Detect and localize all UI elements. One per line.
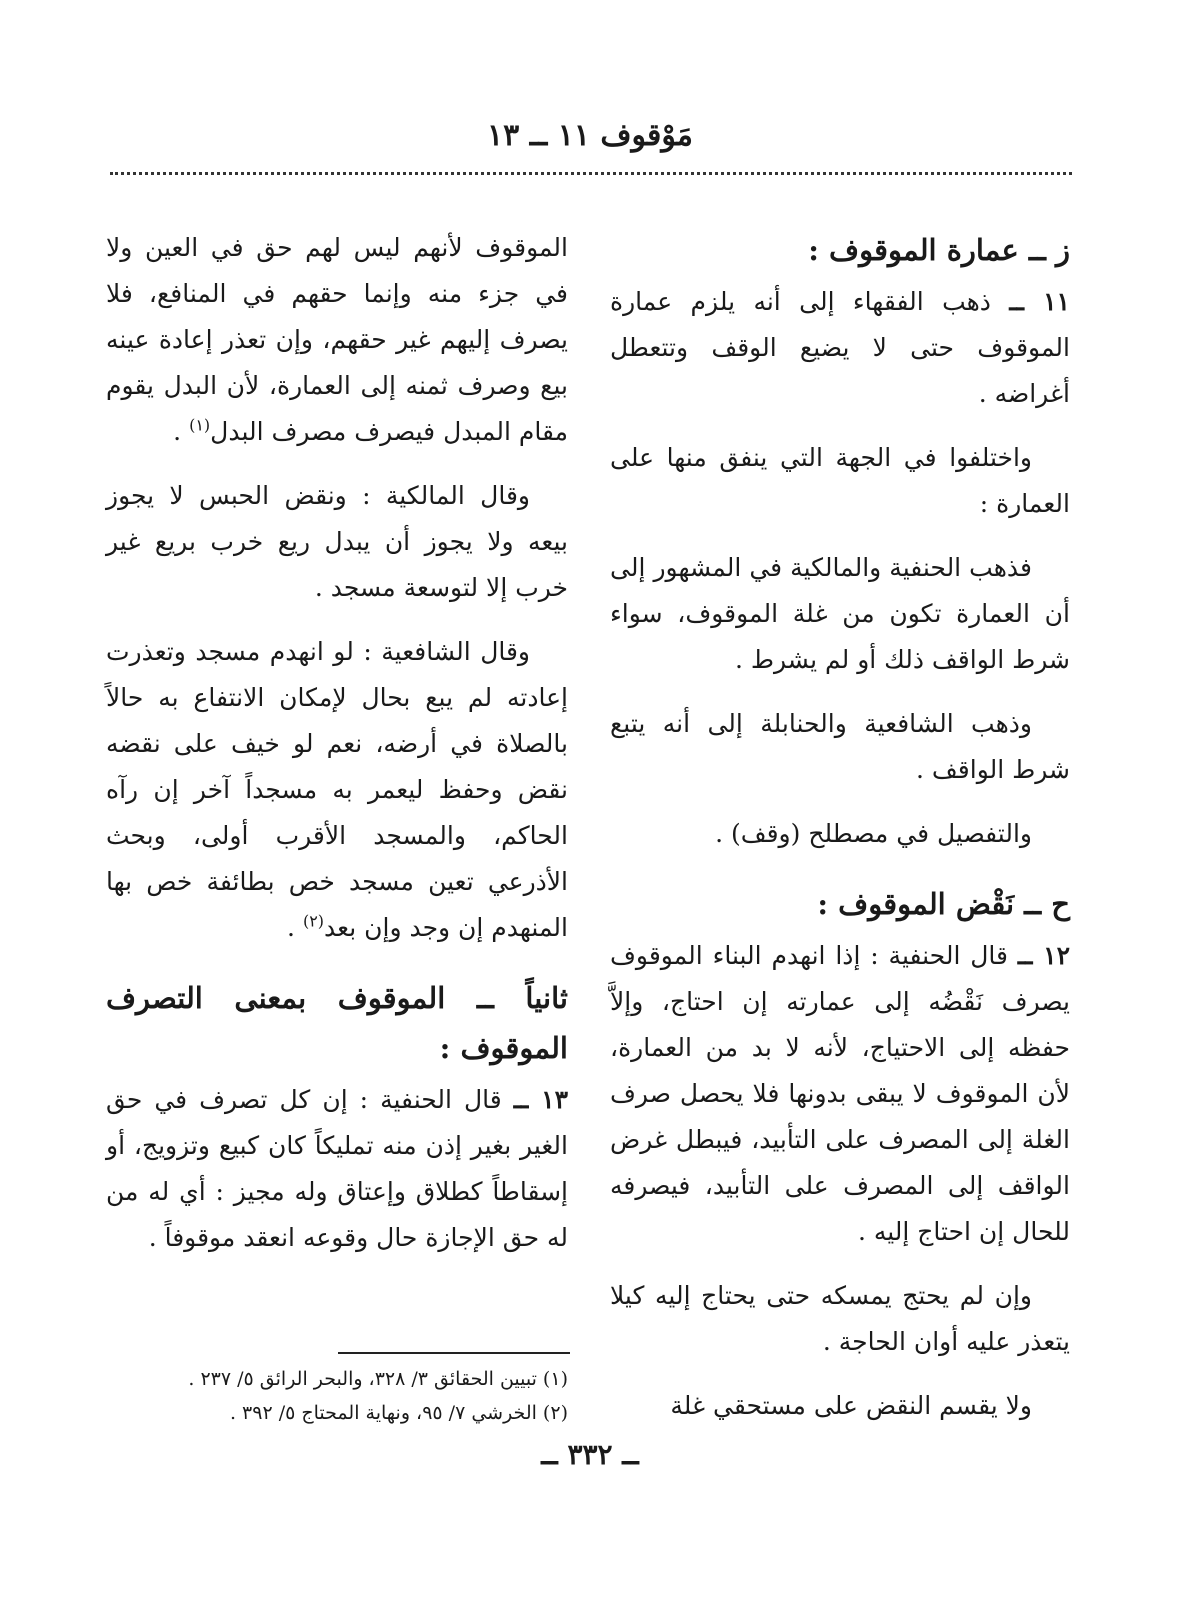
paragraph-malikiyya: وقال المالكية : ونقض الحبس لا يجوز بيعه ولا يجوز أن يبدل ريع خرب بريع غير خرب إلا لتوسعة مسجد . <box>106 481 568 602</box>
paragraph-13 <box>106 1077 568 1261</box>
footnote-ref-1: (١) <box>189 415 211 435</box>
footnotes <box>106 1362 568 1430</box>
paragraph-continued-text: الموقوف لأنهم ليس لهم حق في العين ولا في جزء منه وإنما حقهم في المنافع، فلا يصرف إليهم غير حقهم، وإن تعذر إعادة عينه بيع وصرف ثمنه إلى العمارة، لأن البدل يقوم مقام المبدل فيصرف مصرف البدل <box>106 233 568 446</box>
page-number: ــ ٣٣٢ ــ <box>541 1438 639 1471</box>
footnote-2: (٢) الخرشي ٧/ ٩٥، ونهاية المحتاج ٥/ ٣٩٢ . <box>229 1402 568 1424</box>
paragraph-shafiiyya-text: وقال الشافعية : لو انهدم مسجد وتعذرت إعادته لم يبع بحال لإمكان الانتفاع به حالاً بالصلاة في أرضه، نعم لو خيف على نقضه نقض وحفظ ليعمر به مسجداً آخر إن رآه الحاكم، والمسجد الأقرب أولى، وبحث الأذرعي تعين مسجد خص بطائفة خص بها المنهدم إن وجد وإن بعد <box>106 637 568 942</box>
paragraph-number-12: ١٢ ــ <box>1017 941 1070 970</box>
paragraph-11 <box>610 279 1070 417</box>
paragraph-11-text: ذهب الفقهاء إلى أنه يلزم عمارة الموقوف حتى لا يضيع الوقف وتتعطل أغراضه . <box>610 287 1070 408</box>
section-heading-h: ح ــ نَقْض الموقوف : <box>817 887 1070 921</box>
footnote-ref-2: (٢) <box>302 911 325 931</box>
paragraph-number-11: ١١ ــ <box>1009 287 1070 316</box>
paragraph-11c: فذهب الحنفية والمالكية في المشهور إلى أن العمارة تكون من غلة الموقوف، سواء شرط الواقف ذلك أو لم يشرط . <box>610 553 1070 674</box>
paragraph-shafiiyya <box>106 629 568 951</box>
right-column <box>610 225 1070 1447</box>
header-dotted-rule <box>110 172 1072 175</box>
section-heading-second: ثانياً ــ الموقوف بمعنى التصرف الموقوف : <box>106 981 568 1065</box>
paragraph-12 <box>610 933 1070 1255</box>
paragraph-number-13: ١٣ ــ <box>513 1085 568 1114</box>
running-header: مَوْقوف ١١ ــ ١٣ <box>487 118 693 153</box>
paragraph-11e: والتفصيل في مصطلح (وقف) . <box>715 819 1032 848</box>
section-heading-z: ز ــ عمارة الموقوف : <box>808 233 1070 267</box>
paragraph-12-text: قال الحنفية : إذا انهدم البناء الموقوف يصرف نَقْضُه إلى عمارته إن احتاج، وإلاَّ حفظه إلى الاحتياج، لأنه لا بد من العمارة، لأن الموقوف لا يبقى بدونها فلا يحصل صرف الغلة إلى المصرف على التأبيد، فيبطل غرض الواقف إلى المصرف على التأبيد، فيصرفه للحال إن احتاج إليه . <box>610 941 1070 1246</box>
paragraph-12c: ولا يقسم النقض على مستحقي غلة <box>670 1391 1032 1420</box>
paragraph-continued <box>106 225 568 455</box>
paragraph-shafiiyya-end: . <box>287 913 303 942</box>
paragraph-11d: وذهب الشافعية والحنابلة إلى أنه يتبع شرط الواقف . <box>610 709 1070 784</box>
left-column <box>106 225 568 1279</box>
footnote-separator <box>338 1352 570 1354</box>
paragraph-11b: واختلفوا في الجهة التي ينفق منها على العمارة : <box>610 443 1070 518</box>
paragraph-continued-end: . <box>173 417 190 446</box>
paragraph-12b: وإن لم يحتج يمسكه حتى يحتاج إليه كيلا يتعذر عليه أوان الحاجة . <box>610 1281 1070 1356</box>
paragraph-13-text: قال الحنفية : إن كل تصرف في حق الغير بغير إذن منه تمليكاً كان كبيع وتزويج، أو إسقاطاً كطلاق وإعتاق وله مجيز : أي له من له حق الإجازة حال وقوعه انعقد موقوفاً . <box>106 1085 568 1252</box>
footnote-1: (١) تبيين الحقائق ٣/ ٣٢٨، والبحر الرائق ٥/ ٢٣٧ . <box>188 1368 568 1390</box>
